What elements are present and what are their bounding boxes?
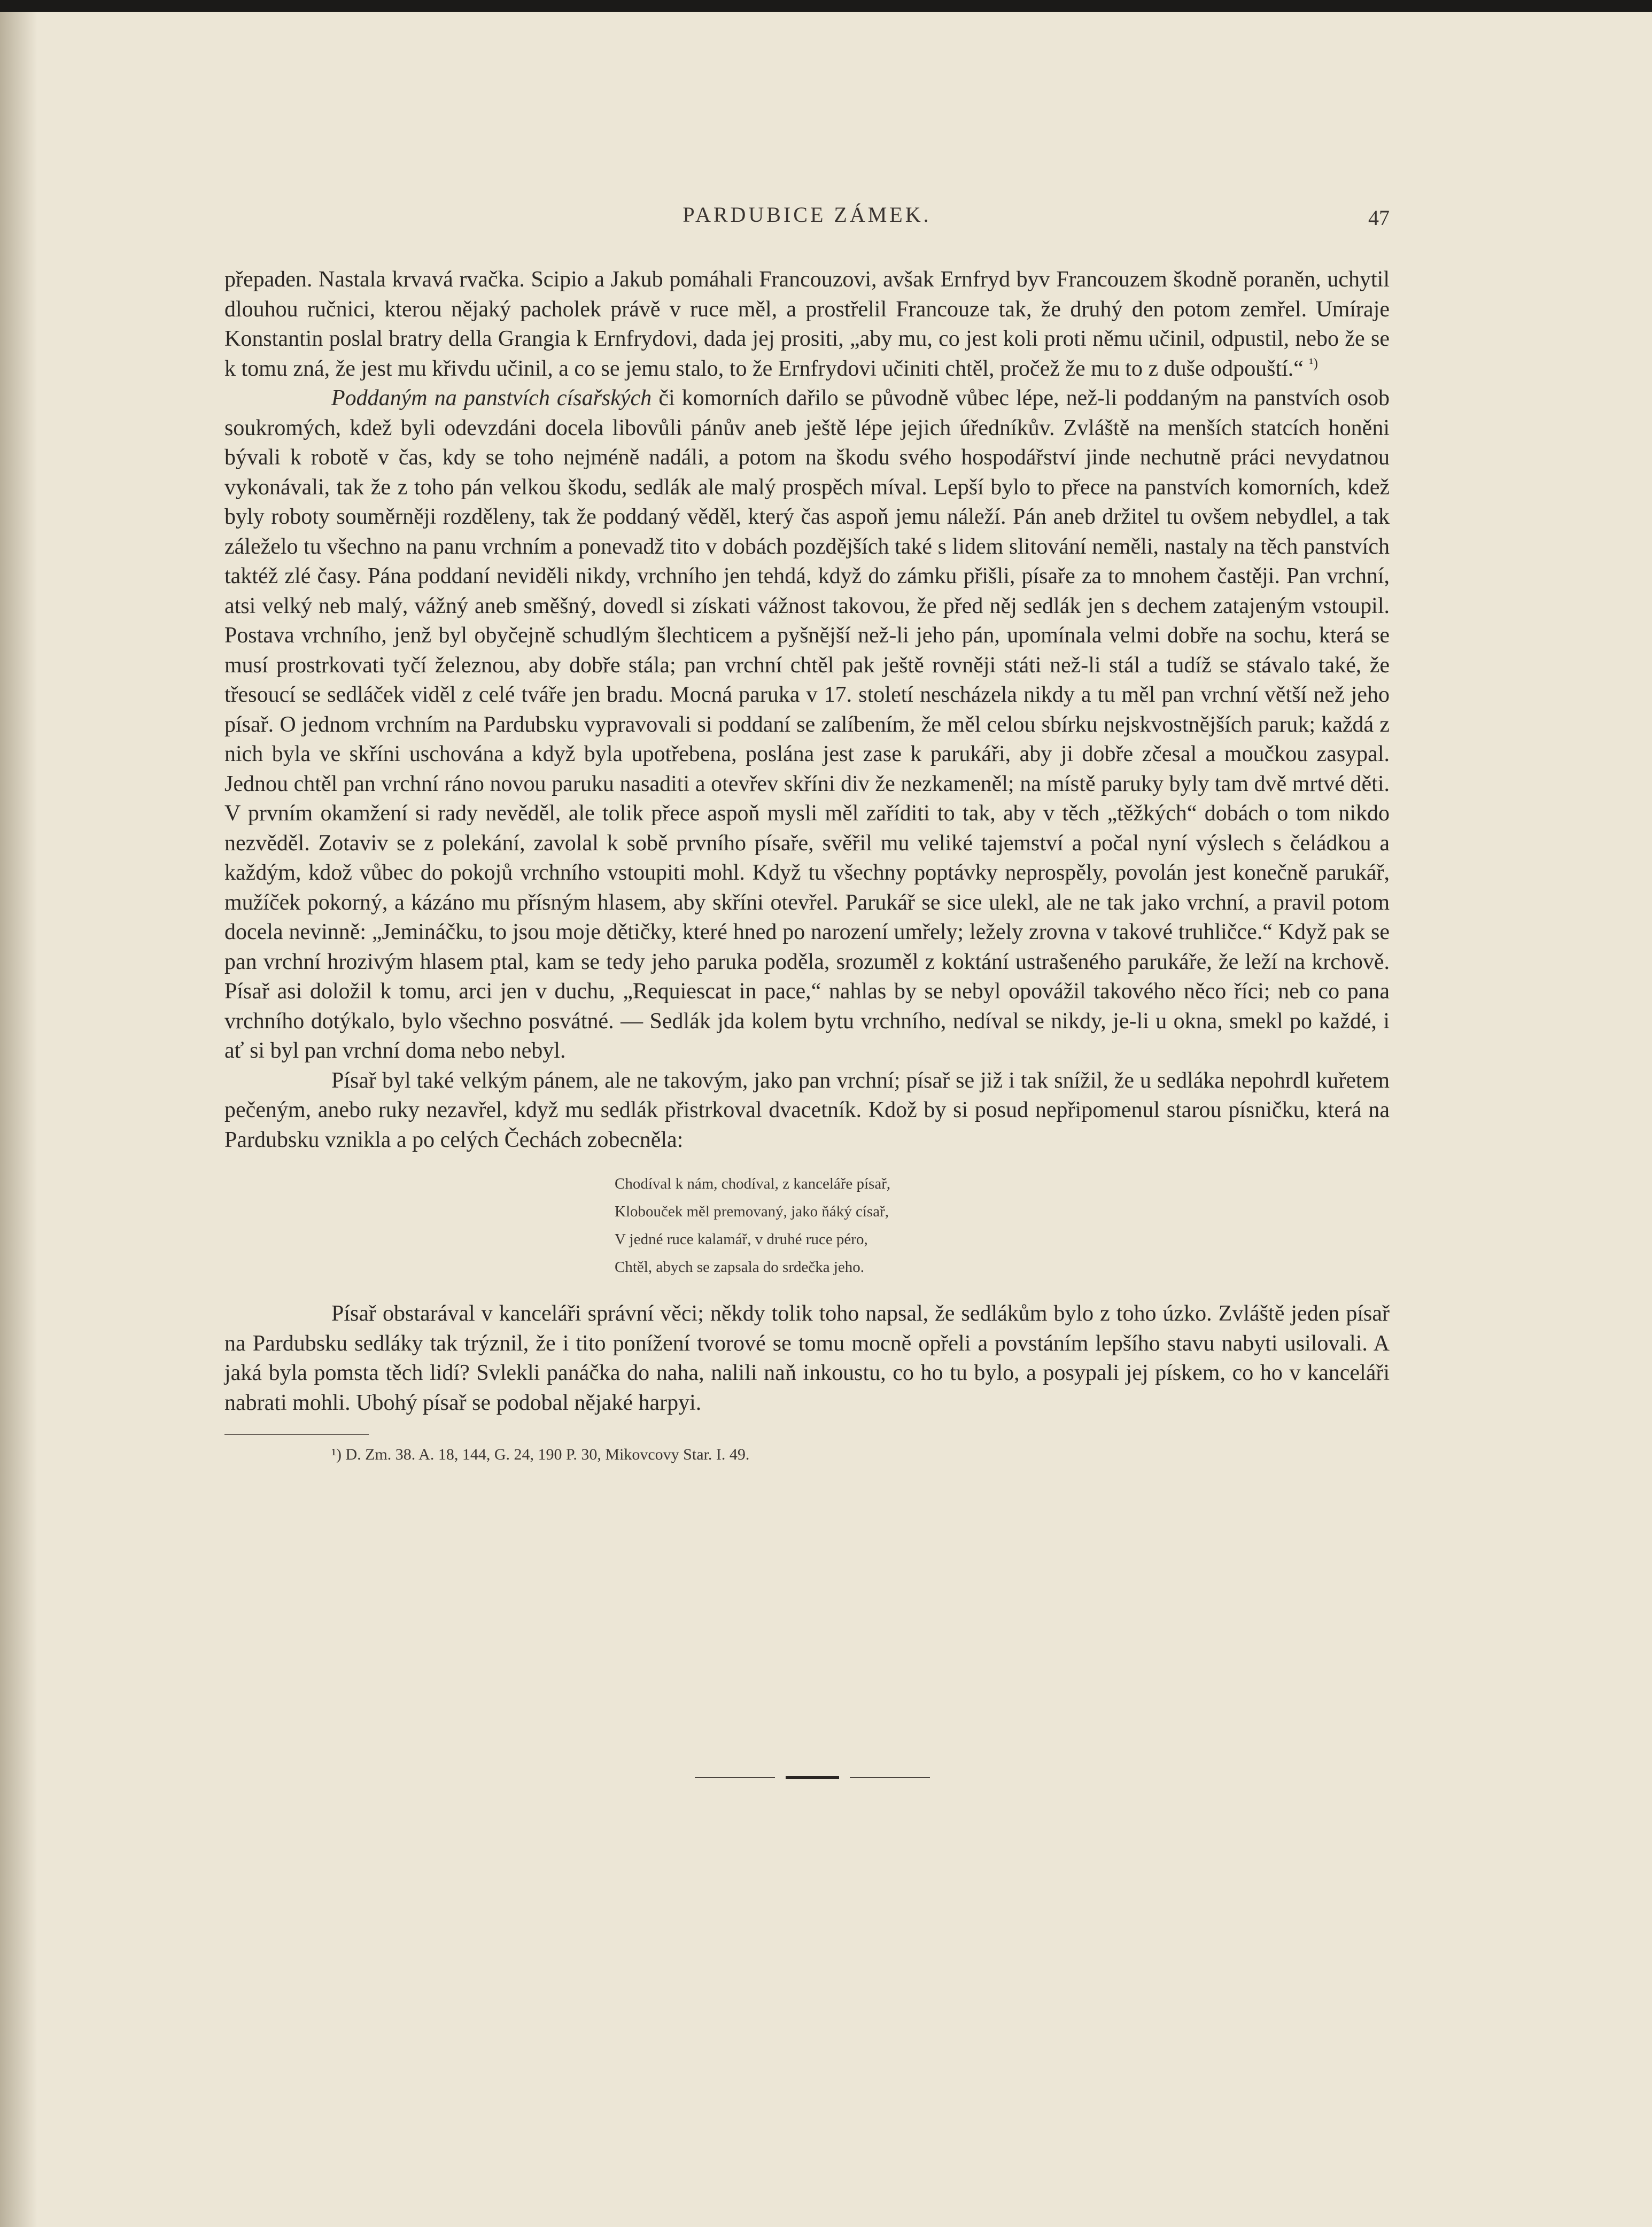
song-verse xyxy=(224,1170,1390,1281)
paragraph-3: Písař byl také velkým pánem, ale ne takovým, jako pan vrchní; písař se již i tak snížil, že u sedláka nepohrdl kuřetem pečeným, anebo ruky nezavřel, když mu sedlák přistrkoval dvacetník. Kdož by si posud nepřipomenul starou písničku, která na Pardubsku vznikla a po celých Čechách zobecněla: xyxy=(224,1068,1390,1152)
page-body xyxy=(224,265,1390,1466)
footnote xyxy=(224,1444,1390,1466)
footnote-text: D. Zm. 38. A. 18, 144, G. 24, 190 P. 30, Mikovcovy Star. I. 49. xyxy=(341,1446,750,1463)
ornament-right-line xyxy=(850,1777,930,1778)
footnote-mark: ¹) xyxy=(331,1446,342,1463)
page-header xyxy=(224,202,1390,239)
paragraph-4: Písař obstarával v kanceláři správní věci; někdy tolik toho napsal, že sedlákům bylo z toho úzko. Zvláště jeden písař na Pardubsku sedláky tak trýznil, že i tito ponížení tvorové se tomu mocně opřeli a povstáním lepšího stavu nabyti usilovali. A jaká byla pomsta těch lidí? Svlekli panáčka do naha, nalili naň inkoustu, co ho tu bylo, a posypali jej pískem, co ho v kanceláři nabrati mohli. Ubohý písař se podobal nějaké harpyi. xyxy=(224,1301,1390,1415)
verse-line: Chtěl, abych se zapsala do srdečka jeho. xyxy=(615,1259,865,1276)
footnote-rule xyxy=(224,1434,369,1435)
ornament-left-line xyxy=(695,1777,775,1778)
verse-line: Klobouček měl premovaný, jako ňáký císař, xyxy=(615,1203,889,1220)
scan-top-edge xyxy=(0,0,1652,12)
verse-line: Chodíval k nám, chodíval, z kanceláře písař, xyxy=(615,1175,891,1192)
end-ornament-rule xyxy=(695,1774,973,1781)
paragraph-1-text: přepaden. Nastala krvavá rvačka. Scipio a Jakub pomáhali Francouzovi, avšak Ernfryd byv Francouzem škodně poraněn, uchytil dlouhou ručnici, kterou nějaký pacholek právě v ruce měl, a prostřelil Francouze tak, že druhý den potom zemřel. Umíraje Konstantin poslal bratry della Grangia k Ernfrydovi, dada jej prositi, „aby mu, co jest koli proti němu učinil, odpustil, nebo že se k tomu zná, že jest mu křivdu učinil, a co se jemu stalo, to že Ernfrydovi učiniti chtěl, pročež že mu to z duše odpouští.“ xyxy=(224,267,1390,381)
paragraph-2-text: či komorních dařilo se původně vůbec lépe, než-li poddaným na panstvích osob soukromých, kdež byli odevzdáni docela libovůli pánův aneb ještě lépe jejich úředníkův. Zvláště na menších statcích honěni bývali k robotě v čas, kdy se toho nejméně nadáli, a potom na škodu svého hospodářství jinde nechutně práci nevydatnou vykonávali, tak že z toho pán velkou škodu, sedlák ale malý prospěch míval. Lepší bylo to přece na panstvích komorních, kdež byly roboty souměrněji rozděleny, tak že poddaný věděl, který čas aspoň jemu náleží. Pán aneb držitel tu ovšem nebydlel, a tak záleželo tu všechno na panu vrchním a ponevadž tito v dobách pozdějších také s lidem slitování neměli, nastaly na těch panstvích taktéž zlé časy. Pána poddaní neviděli nikdy, vrchního jen tehdá, když do zámku přišli, písaře za to mnohem častěji. Pan vrchní, atsi velký neb malý, vážný aneb směšný, dovedl si získati vážnost takovou, že před něj sedlák jen s dechem zatajeným vstoupil. Postava vrchního, jenž byl obyčejně schudlým šlechticem a pyšnější než-li jeho pán, upomínala velmi dobře na sochu, která se musí prostrkovati tyčí železnou, aby dobře stála; pan vrchní chtěl pak ještě rovněji státi než-li stál a tudíž se stávalo také, že třesoucí se sedláček viděl z celé tváře jen bradu. Mocná paruka v 17. století nescházela nikdy a tu měl pan vrchní větší než jeho písař. O jednom vrchním na Pardubsku vypravovali si poddaní se zalíbením, že měl celou sbírku nejskvostnějších paruk; každá z nich byla ve skříni uschována a když byla upotřebena, poslána jest zase k parukáři, aby ji dobře zčesal a moučkou zasypal. Jednou chtěl pan vrchní ráno novou paruku nasaditi a otevřev skříni div že nezkameněl; na místě paruky byly tam dvě mrtvé děti. V prvním okamžení si rady nevěděl, ale tolik přece aspoň mysli měl zaříditi to tak, aby v těch „těžkých“ dobách o tom nikdo nezvěděl. Zotaviv se z polekání, zavolal k sobě prvního písaře, svěřil mu veliké tajemství a počal nyní výslech s čeládkou a každým, kdož vůbec do pokojů vrchního vstoupiti mohl. Když tu všechny poptávky neprospěly, povolán jest konečně parukář, mužíček pokorný, a kázáno mu přísným hlasem, aby skříni otevřel. Parukář se sice ulekl, ale ne tak jako vrchní, a pravil potom docela nevinně: „Jemináčku, to jsou moje dětičky, které hned po narození umřely; ležely zrovna v takové truhličce.“ Když pak se pan vrchní hrozivým hlasem ptal, kam se tedy jeho paruka poděla, srozuměl z koktání ustrašeného parukáře, že leží na krchově. Písař asi doložil k tomu, arci jen v duchu, „Requiescat in pace,“ nahlas by se nebyl opovážil takového něco říci; neb co pana vrchního dotýkalo, bylo všechno posvátné. — Sedlák jda kolem bytu vrchního, nedíval se nikdy, je-li u okna, smekl po každé, i ať si byl pan vrchní doma nebo nebyl. xyxy=(224,386,1390,1063)
paragraph-2-italic-lead: Poddaným na panstvích císařských xyxy=(331,386,652,410)
ornament-center-bar xyxy=(786,1776,839,1779)
page-gutter-shadow xyxy=(0,12,37,2227)
paragraph-1 xyxy=(224,265,1390,384)
page-number: 47 xyxy=(1368,206,1390,230)
footnote-reference: ¹) xyxy=(1309,355,1318,371)
verse-line: V jedné ruce kalamář, v druhé ruce péro, xyxy=(615,1231,868,1248)
running-head: PARDUBICE ZÁMEK. xyxy=(682,203,932,227)
paragraph-2 xyxy=(224,384,1390,1066)
